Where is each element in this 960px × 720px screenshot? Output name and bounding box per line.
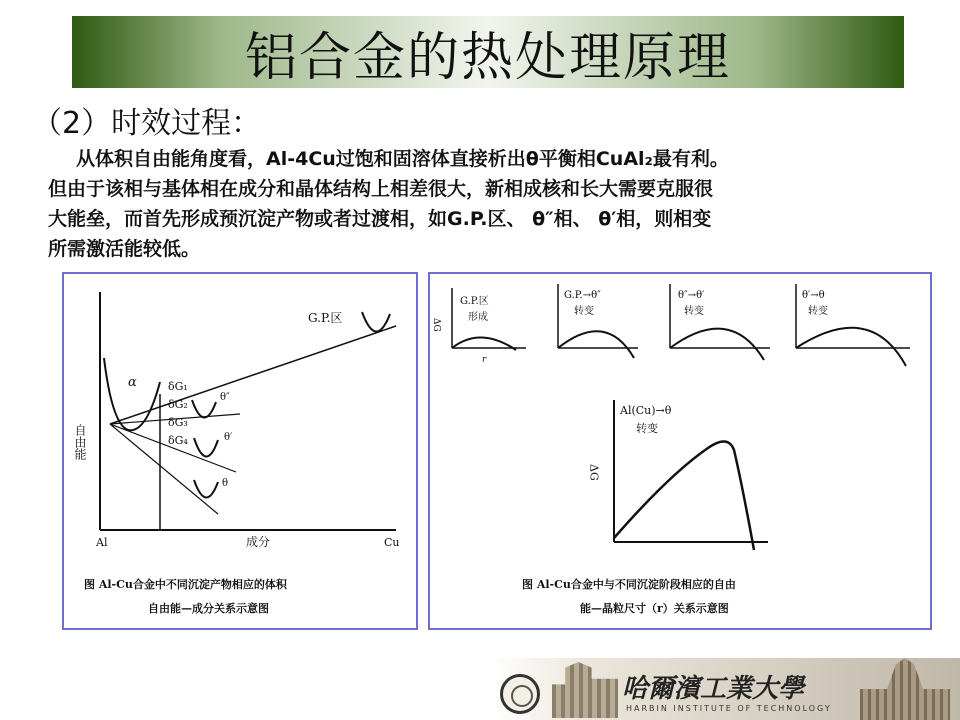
theta-dp-label: θ″ (220, 392, 230, 403)
alpha-curve (104, 358, 160, 430)
big-panel-subtitle: 转变 (636, 422, 658, 435)
delta-g2-label: δG₂ (168, 398, 188, 411)
campus-building-image (552, 662, 618, 718)
university-name-en: HARBIN INSTITUTE OF TECHNOLOGY (626, 704, 832, 713)
delta-g3-label: δG₃ (168, 416, 188, 429)
panel-title: θ′→θ (802, 290, 825, 301)
panel-theta-dp-to-theta-p (670, 284, 770, 360)
footer-banner (492, 658, 960, 720)
gp-label: G.P.区 (308, 311, 343, 325)
section-heading: （2）时效过程： (32, 106, 262, 141)
r-label: r (482, 355, 487, 365)
paragraph-line: 从体积自由能角度看，Al-4Cu过饱和固溶体直接析出θ平衡相CuAl₂最有利。 (76, 148, 729, 170)
free-energy-size-figure (428, 272, 932, 630)
panel-title: G.P.→θ″ (564, 290, 601, 301)
theta-p-tangent (110, 424, 236, 472)
y-axis-label: 自由能 (73, 424, 87, 460)
theta-well (194, 480, 218, 498)
panel-title: G.P.区 (460, 296, 489, 307)
university-seal-icon (500, 674, 540, 714)
free-energy-composition-figure (62, 272, 418, 630)
panel-title: θ″→θ′ (678, 290, 705, 301)
alpha-label: α (128, 375, 137, 390)
gp-well (362, 312, 390, 332)
caption-line-2: 自由能—成分关系示意图 (148, 602, 269, 615)
panel-al-cu-to-theta (588, 400, 769, 550)
panel-subtitle: 转变 (808, 306, 828, 317)
caption-line-1: 图 Al-Cu合金中不同沉淀产物相应的体积 (84, 578, 287, 591)
delta-g1-label: δG₁ (168, 380, 188, 393)
theta-dp-well (192, 400, 216, 418)
paragraph-line: 所需激活能较低。 (48, 238, 201, 260)
panel-gp-to-theta-dp (558, 284, 638, 358)
university-name-cn: 哈爾濱工業大學 (622, 674, 805, 704)
x-right-label: Cu (384, 536, 400, 549)
small-y-label: ΔG (431, 318, 441, 332)
title-bar (72, 16, 904, 88)
caption-line-1: 图 Al-Cu合金中与不同沉淀阶段相应的自由 (522, 578, 736, 591)
big-panel-title: Al(Cu)→θ (620, 404, 672, 417)
theta-p-well (194, 438, 218, 457)
paragraph-line: 但由于该相与基体相在成分和晶体结构上相差很大，新相成核和长大需要克服很 (48, 178, 714, 200)
caption-line-2: 能—晶粒尺寸（r）关系示意图 (580, 602, 729, 615)
panel-gp-formation (431, 288, 526, 365)
theta-p-label: θ′ (224, 432, 233, 443)
big-y-label: ΔG (587, 464, 601, 481)
gp-tangent (110, 326, 396, 424)
x-left-label: Al (96, 536, 108, 549)
body-paragraph (48, 144, 908, 264)
delta-g4-label: δG₄ (168, 434, 188, 447)
panel-subtitle: 转变 (574, 306, 594, 317)
paragraph-line: 大能垒，而首先形成预沉淀产物或者过渡相，如G.P.区、 θ″相、 θ′相，则相变 (48, 208, 712, 230)
theta-tangent (110, 424, 218, 514)
panel-theta-p-to-theta (796, 284, 910, 366)
panel-subtitle: 形成 (468, 312, 488, 323)
x-axis-label: 成分 (246, 535, 271, 549)
slide-title: 铝合金的热处理原理 (244, 27, 731, 88)
panel-subtitle: 转变 (684, 306, 704, 317)
campus-tower-image (860, 658, 950, 720)
theta-label: θ (222, 478, 229, 489)
free-energy-composition-diagram (64, 274, 416, 628)
free-energy-size-diagram (430, 274, 930, 628)
